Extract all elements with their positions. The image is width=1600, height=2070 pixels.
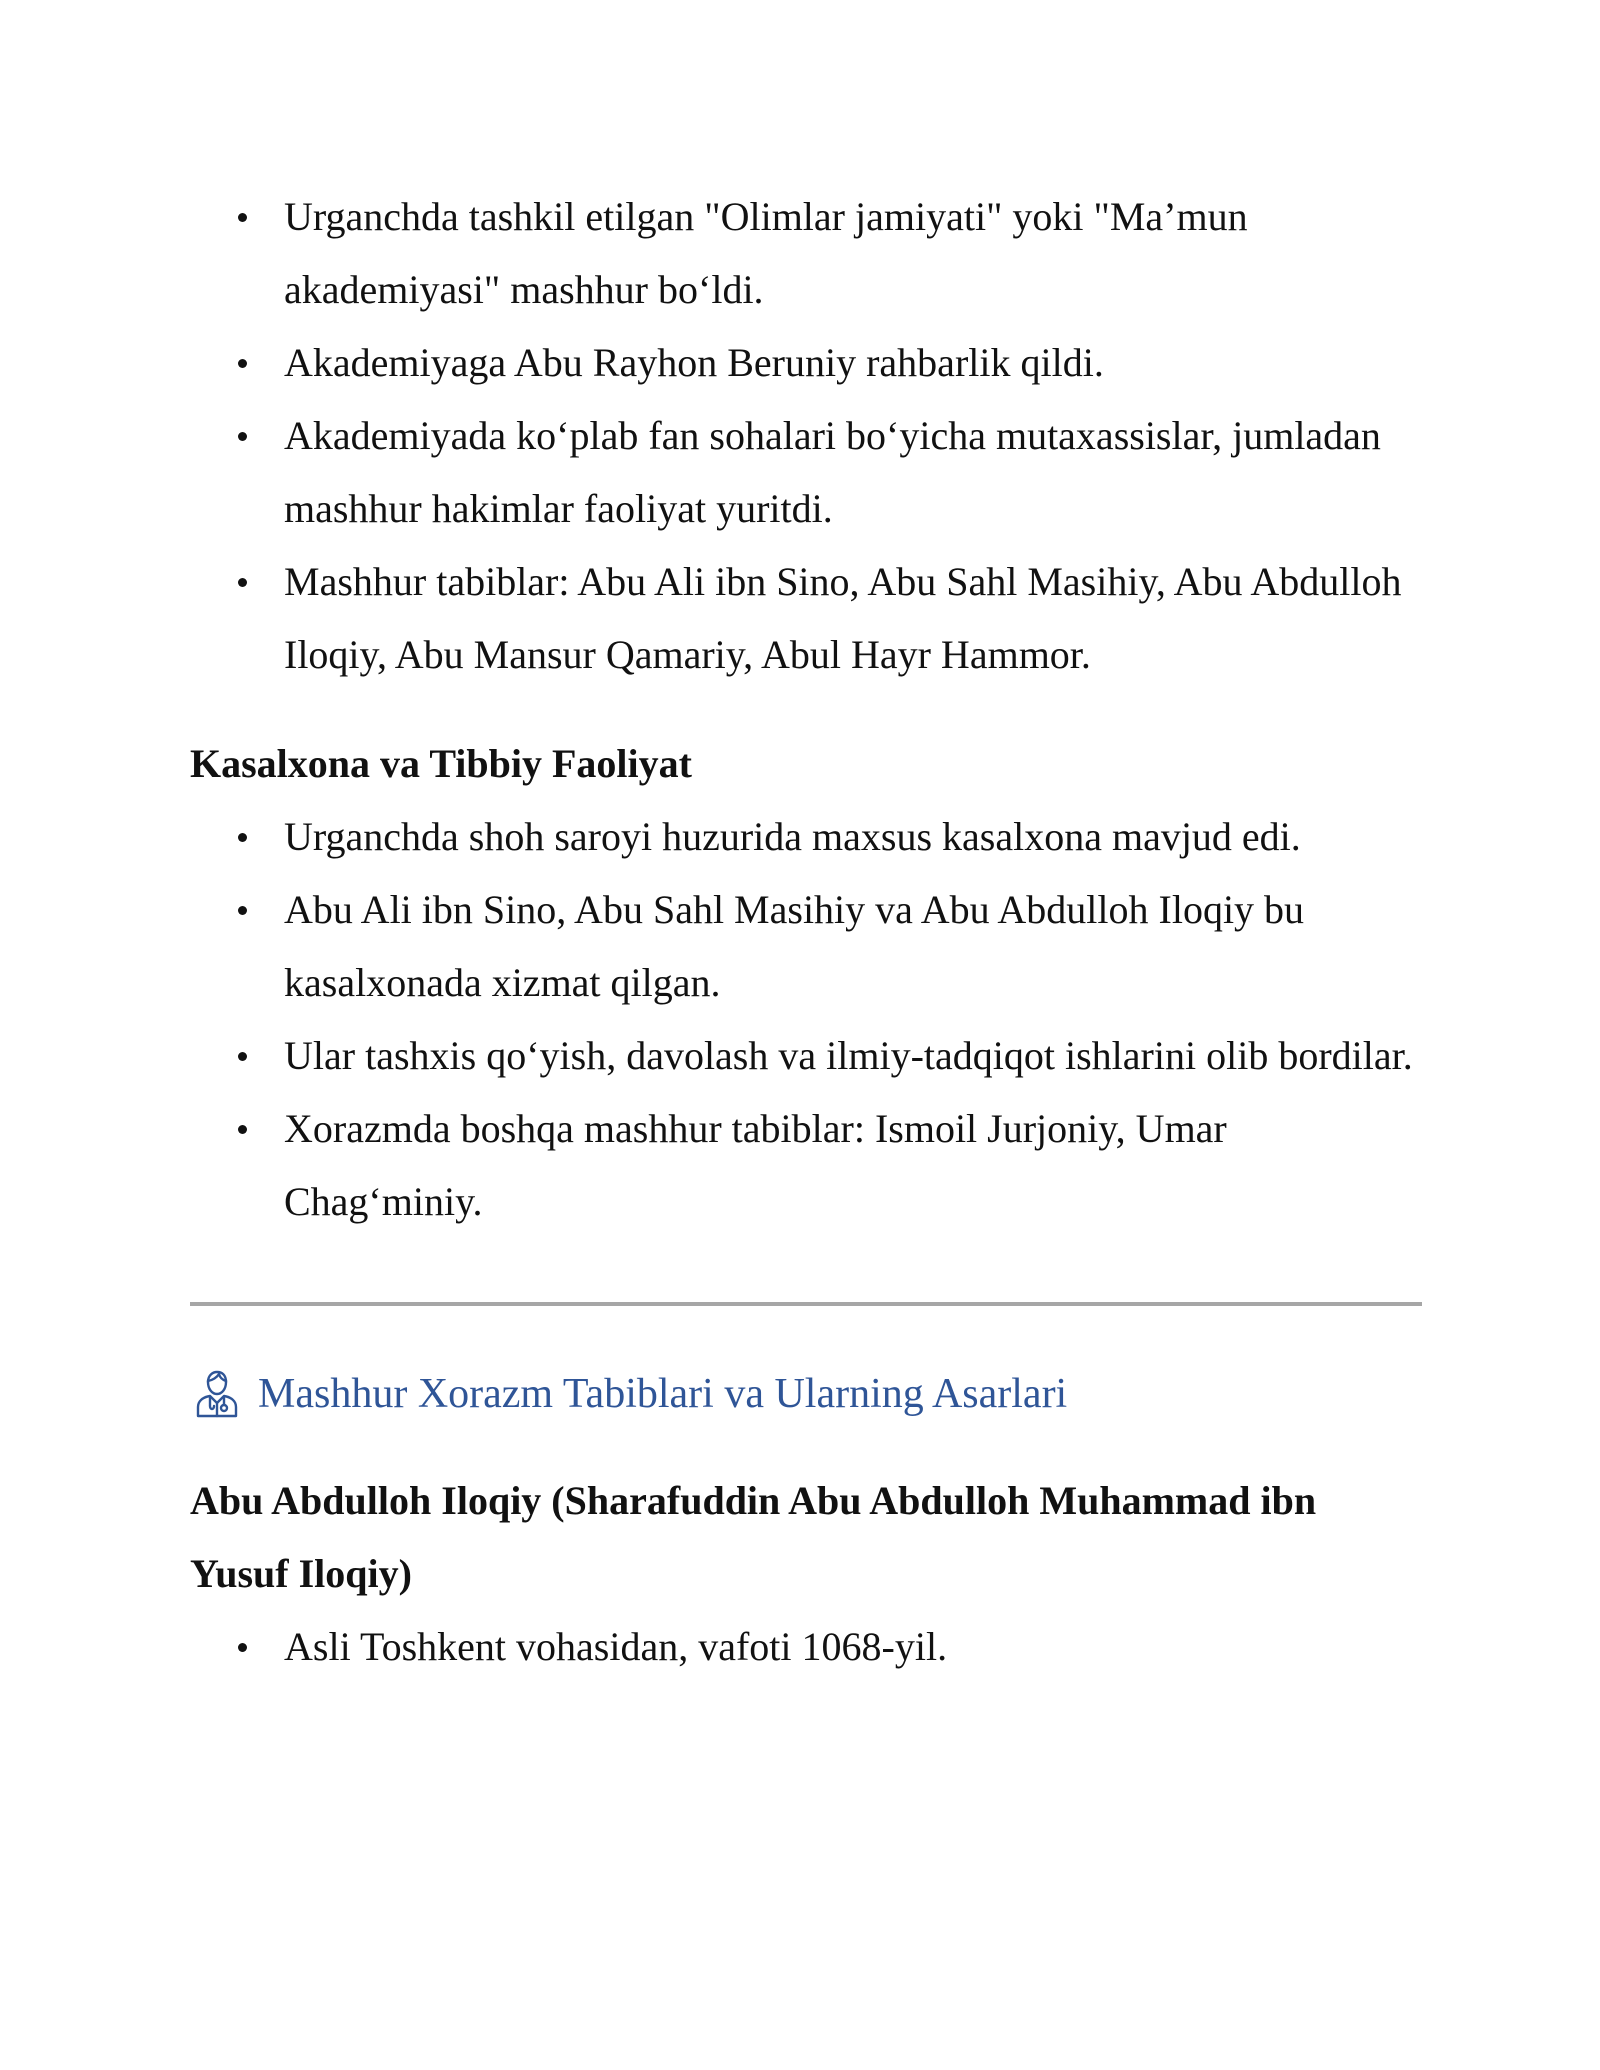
list-item: Xorazmda boshqa mashhur tabiblar: Ismoil Jurjoniy, Umar Chag‘miniy. (284, 1092, 1420, 1238)
list-item: Asli Toshkent vohasidan, vafoti 1068-yil. (284, 1610, 1420, 1683)
subtitle-text: Mashhur Xorazm Tabiblari va Ularning Asarlari (258, 1371, 1068, 1417)
document-content (190, 180, 1420, 1683)
list-item: Akademiyada ko‘plab fan sohalari bo‘yicha mutaxassislar, jumladan mashhur hakimlar faoliyat yuritdi. (284, 399, 1420, 545)
doctor-icon (195, 1370, 239, 1418)
kasalxona-list (190, 800, 1420, 1238)
list-item: Urganchda shoh saroyi huzurida maxsus kasalxona mavjud edi. (284, 800, 1420, 873)
horizontal-divider (190, 1302, 1422, 1306)
section-subtitle (190, 1364, 1420, 1424)
iloqiy-list (190, 1610, 1420, 1683)
list-item: Urganchda tashkil etilgan "Olimlar jamiyati" yoki "Ma’mun akademiyasi" mashhur bo‘ldi. (284, 180, 1420, 326)
akademiya-list (190, 180, 1420, 691)
list-item: Mashhur tabiblar: Abu Ali ibn Sino, Abu Sahl Masihiy, Abu Abdulloh Iloqiy, Abu Mansur Qamariy, Abul Hayr Hammor. (284, 545, 1420, 691)
section-heading-abu-abdulloh: Abu Abdulloh Iloqiy (Sharafuddin Abu Abdulloh Muhammad ibn Yusuf Iloqiy) (190, 1478, 1317, 1596)
list-item: Ular tashxis qo‘yish, davolash va ilmiy-tadqiqot ishlarini olib bordilar. (284, 1019, 1420, 1092)
list-item: Abu Ali ibn Sino, Abu Sahl Masihiy va Abu Abdulloh Iloqiy bu kasalxonada xizmat qilgan. (284, 873, 1420, 1019)
section-heading-kasalxona: Kasalxona va Tibbiy Faoliyat (190, 741, 692, 786)
list-item: Akademiyaga Abu Rayhon Beruniy rahbarlik qildi. (284, 326, 1420, 399)
